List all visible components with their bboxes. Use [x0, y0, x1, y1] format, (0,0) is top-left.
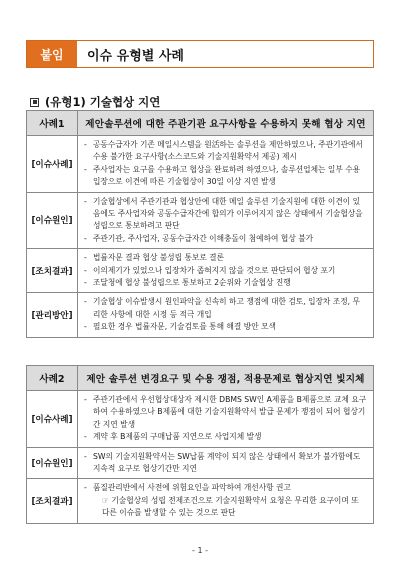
case1-row-action: [27, 249, 374, 293]
case2-row-body: [78, 447, 374, 479]
case2-label: 사례2: [27, 366, 78, 391]
list-item: - 법률자문 결과 협상 불성립 통보로 결론: [84, 253, 225, 263]
case1-table: [26, 110, 374, 338]
case1-row-body: [78, 136, 374, 193]
list-item: - SW의 기술지원확약서는 SW납품 계약이 되지 않은 상태에서 확보가 불가함에도 지속적 요구로 협상기간만 지연: [84, 451, 361, 474]
case1-row-label: [이슈원인]: [27, 192, 78, 249]
list-item: - 공동수급자가 기존 메일시스템을 원活하는 솔루션을 제안하였으나, 주관기관에서 수용 불가한 요구사항(소스코드와 기술지원확약서 제공) 제시: [84, 140, 363, 162]
list-item: - 주사업자는 요구를 수용하고 협상을 완료하려 하였으나, 솔루션업체는 일부 수용입장으로 이견에 따른 기술협상이 30일 이상 지연 발생: [84, 164, 361, 187]
case2-row-cause: [27, 447, 374, 479]
list-item: - 품질관리반에서 사전에 위험요인을 파악하여 개선사항 권고: [84, 483, 291, 493]
section-title: (유형1) 기술협상 지연: [45, 95, 161, 109]
case1-row-label: [관리방안]: [27, 293, 78, 337]
case2-table: [26, 365, 374, 524]
list-item: - 필요한 경우 법률자문, 기술검토를 통해 해결 방안 모색: [84, 322, 276, 332]
case2-row-body: [78, 479, 374, 523]
appendix-header: [26, 40, 374, 68]
case1-row-body: [78, 192, 374, 249]
list-item: - 이의제기가 있었으나 입장차가 좁혀지지 않을 것으로 판단되어 협상 포기: [84, 265, 336, 275]
case2-row-action: [27, 479, 374, 523]
case1-title: 제안솔루션에 대한 주관기관 요구사항을 수용하지 못해 협상 지연: [78, 111, 374, 136]
list-item: - 기술협상 이슈발생시 원인파악을 신속히 하고 쟁점에 대한 검토, 입장차 조정, 무리한 사항에 대한 시정 등 적극 개입: [84, 297, 360, 319]
case2-row-label: [이슈원인]: [27, 447, 78, 479]
page-number: - 1 -: [192, 546, 208, 555]
case1-row-body: [78, 293, 374, 337]
list-item: - 계약 후 B제품의 구매납품 지연으로 사업지체 발생: [84, 432, 262, 442]
appendix-title: 이슈 유형별 사례: [87, 48, 184, 64]
case1-row-label: [이슈사례]: [27, 136, 78, 193]
case1-row-cause: [27, 192, 374, 249]
case2-row-label: [이슈사례]: [27, 391, 78, 448]
case1-row-body: [78, 249, 374, 293]
list-item: - 주관기관, 주사업자, 공동수급자간 이해충돌이 첨예하여 협상 불가: [84, 233, 314, 243]
case2-header-row: [27, 366, 374, 391]
square-bullet-icon: [30, 98, 39, 107]
case1-row-issue: [27, 136, 374, 193]
list-item: ☞ 기술협상의 성립 전제조건으로 기술지원확약서 요청은 무리한 요구이며 또 다른 이슈를 발생할 수 있는 것으로 판단: [102, 495, 359, 518]
case1-row-label: [조치결과]: [27, 249, 78, 293]
case2-title: 제안 솔루션 변경요구 및 수용 쟁점, 적용문제로 협상지연 빛지체: [78, 366, 374, 391]
list-item: - 기술협상에서 주관기관과 협상안에 대한 메일 솔루션 기술지원에 대한 이견이 있음에도 주사업자와 공동수급자간에 합의가 이루어지지 않은 상태에서 기술협상을 성립으로 통보하려고 판단: [84, 196, 363, 231]
case2-row-label: [조치결과]: [27, 479, 78, 523]
list-item: - 주관기관에서 우선협상대상자 제시한 DBMS SW인 A제품을 B제품으로 교체 요구하여 수용하였으나 B제품에 대한 기술지원확약서 발급 문제가 쟁점이 되어 협상기간 지연 발생: [84, 395, 367, 429]
case1-row-management: [27, 293, 374, 337]
list-item: - 조달청에 협상 불성립으로 통보하고 2순위와 기술협상 진행: [84, 278, 291, 288]
section-heading: [30, 94, 160, 110]
case2-row-issue: [27, 391, 374, 448]
case2-row-body: [78, 391, 374, 448]
appendix-tag: 붙임: [27, 41, 77, 67]
case1-header-row: [27, 111, 374, 136]
case1-label: 사례1: [27, 111, 78, 136]
